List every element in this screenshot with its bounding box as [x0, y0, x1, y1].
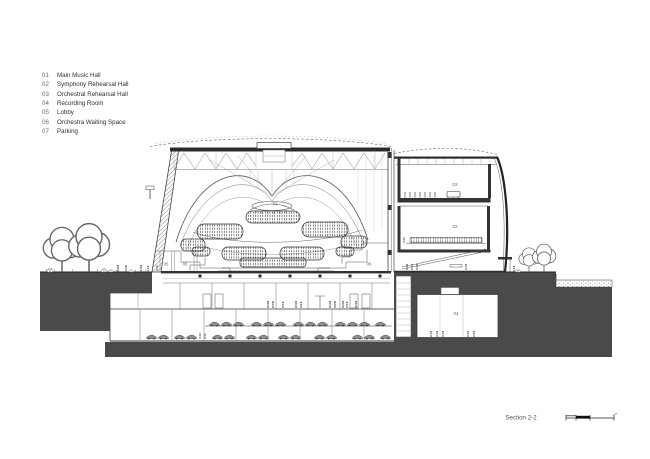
concourse-doors	[203, 294, 370, 308]
annex-east-facade	[497, 157, 507, 272]
legend-number: 07	[42, 128, 49, 136]
legend-number: 06	[42, 118, 49, 126]
legend-number: 01	[42, 72, 49, 79]
legend-label: Symphony Rehearsal Hall	[57, 81, 129, 89]
room-recording	[417, 295, 498, 338]
hall-east-wall	[388, 148, 392, 272]
room-label-lobby: 05	[163, 261, 169, 267]
hall-seating-terraces	[181, 211, 367, 267]
legend-label: Main Music Hall	[57, 72, 101, 79]
room-symphony-rehearsal	[398, 206, 491, 253]
grand-piano	[447, 192, 460, 199]
room-label-waiting-right: 06	[366, 261, 372, 267]
concourse-people	[267, 301, 357, 308]
legend-label: Parking	[57, 128, 78, 136]
legend-number: 05	[42, 109, 49, 117]
terrace-block	[336, 247, 354, 256]
room03-people	[404, 192, 436, 197]
annex-roof-dashed	[394, 148, 497, 154]
room-label-recording: 04	[453, 311, 459, 316]
section-title: Section 2-2	[505, 414, 537, 422]
legend-label: Lobby	[57, 109, 74, 117]
legend-label: Recording Room	[57, 100, 104, 108]
parking-cars-lower	[147, 335, 391, 339]
room-label-waiting-left: 06	[182, 261, 188, 267]
legend-label: Orchestra Waiting Space	[57, 118, 126, 126]
scale-bar	[566, 413, 617, 421]
legend-number: 03	[42, 90, 49, 98]
annex-roof-slab	[394, 157, 498, 159]
legend-number: 02	[42, 81, 49, 89]
terrace-block	[302, 222, 348, 237]
legend-number: 04	[42, 100, 49, 108]
sign-post	[315, 296, 325, 308]
legend-label: Orchestral Rehearsal Hall	[57, 90, 128, 98]
entry-canopy	[498, 257, 512, 260]
terrace-block	[246, 211, 300, 223]
terrace-block	[341, 236, 367, 248]
ground-mass	[40, 272, 612, 357]
left-landscape	[43, 224, 149, 273]
pedestrians-left	[117, 265, 149, 272]
room-label-orchestral: 03	[452, 182, 458, 187]
facade-bracket	[146, 186, 154, 190]
gravel-strip	[556, 280, 612, 287]
room-label-main-hall: 01	[272, 201, 278, 206]
sloped-facade-wall	[152, 148, 179, 272]
skylight	[257, 143, 291, 163]
terrace-block	[197, 224, 243, 239]
parking-level	[110, 310, 394, 341]
terrace-block	[192, 247, 210, 256]
room-label-symphony: 02	[452, 224, 458, 229]
stage-orchestra	[240, 258, 306, 267]
main-hall-interior	[163, 154, 388, 272]
